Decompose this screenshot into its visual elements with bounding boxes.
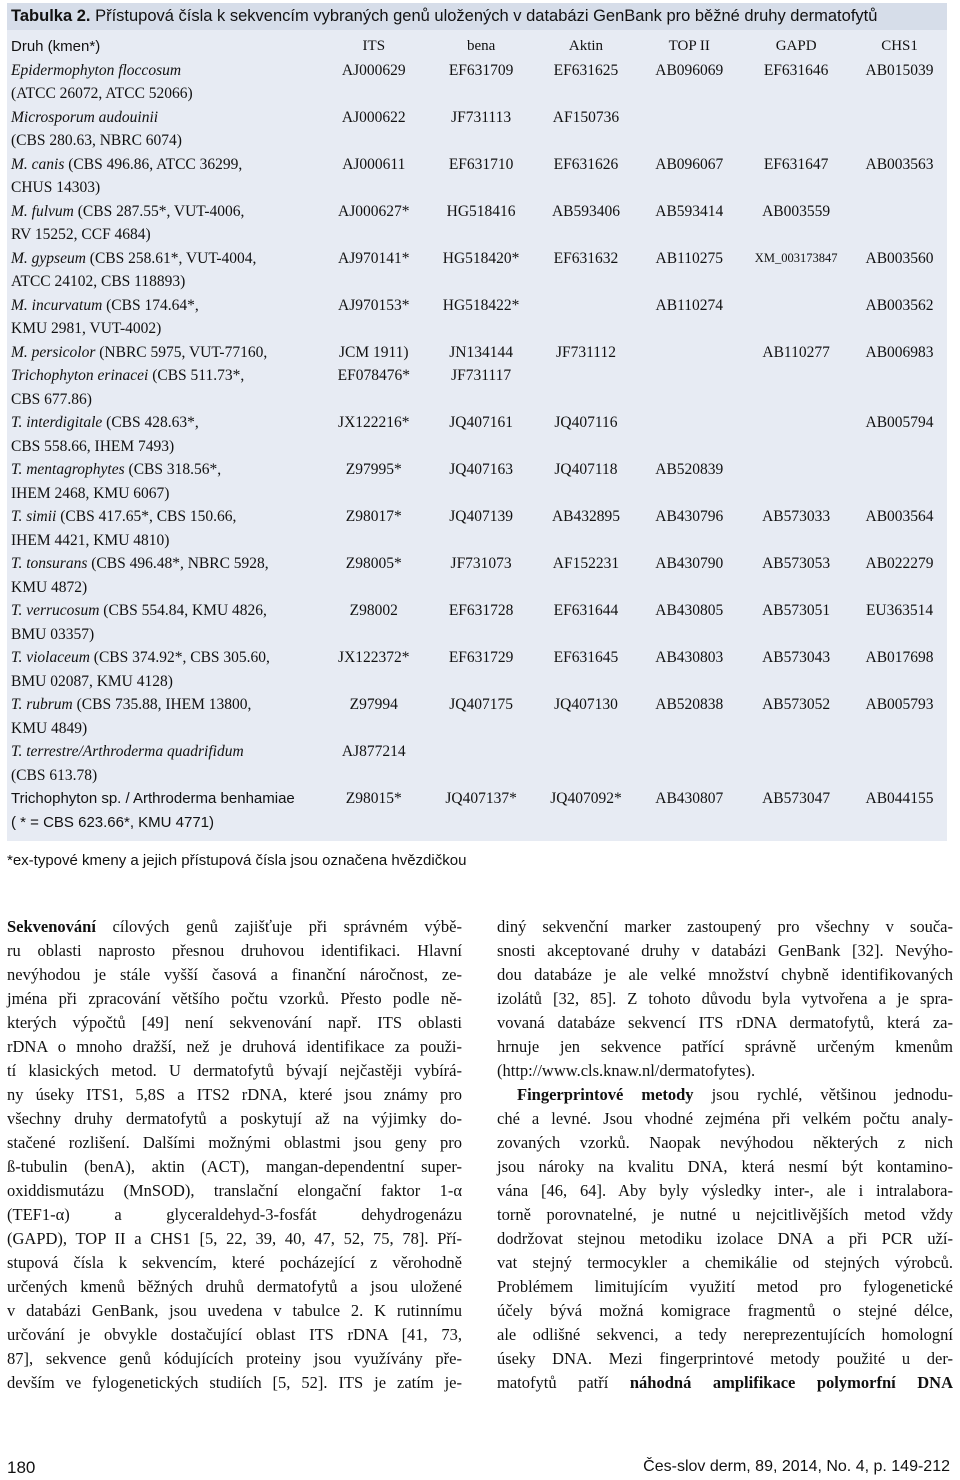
species-name: T. verrucosum (CBS 554.84, KMU 4826, bbox=[11, 602, 267, 619]
text-line: tí klasických metod. U dermatofytů bývají nejčastěji vybírá- bbox=[7, 1061, 462, 1080]
table-row-continuation bbox=[11, 388, 947, 412]
accession-cell: AB520839 bbox=[655, 461, 724, 478]
accession-cell: AB003559 bbox=[762, 202, 831, 220]
accession-cell: AJ000627* bbox=[338, 202, 410, 220]
text-line: diný sekvenční marker zastoupený pro všechny v souča- bbox=[497, 917, 953, 936]
table-row bbox=[11, 364, 947, 388]
text-line: izolátů [32, 85]. Z tohoto důvodu byla vytvořena a je spra- bbox=[497, 989, 953, 1008]
text-line: vána [46, 64]. Aby byly výsledky inter-, ale i intralabora- bbox=[497, 1181, 953, 1200]
accession-cell: Z98005* bbox=[345, 555, 402, 572]
text-line: úseky DNA. Mezi fingerprintové metody použité u der- bbox=[497, 1349, 953, 1368]
accession-cell bbox=[638, 341, 740, 365]
text-line: ß-tubulin (benA), aktin (ACT), mangan-dependentní super- bbox=[7, 1157, 462, 1176]
header-its: ITS bbox=[362, 38, 386, 54]
accession-cell: AJ877214 bbox=[341, 743, 406, 760]
table-container bbox=[7, 30, 947, 841]
accession-cell: JQ407116 bbox=[554, 414, 618, 431]
accession-cell: AB044155 bbox=[865, 790, 934, 807]
header-gapd: GAPD bbox=[775, 38, 817, 54]
accession-cell: AB110277 bbox=[762, 343, 830, 361]
accession-cell bbox=[852, 200, 947, 224]
table-row bbox=[11, 411, 947, 435]
species-name: T. simii (CBS 417.65*, CBS 150.66, bbox=[11, 508, 237, 525]
accession-cell: AB432895 bbox=[551, 508, 620, 525]
text-line: jména při zpracování většího počtu vzorků. Přesto podle ně- bbox=[7, 989, 462, 1008]
table-row-continuation bbox=[11, 270, 947, 294]
accession-table bbox=[11, 35, 947, 834]
text-line: ale odlišné sekvenci, a tedy nereprezentujících homologní bbox=[497, 1325, 953, 1344]
species-name: M. gypseum (CBS 258.61*, VUT-4004, bbox=[11, 249, 257, 267]
species-name: T. mentagrophytes (CBS 318.56*, bbox=[11, 461, 222, 478]
accession-cell bbox=[852, 106, 947, 130]
header-species: Druh (kmen*) bbox=[11, 38, 101, 55]
accession-cell bbox=[638, 740, 740, 764]
text-line: všechny druhy dermatofytů a poskytují až na výjimky do- bbox=[7, 1109, 462, 1128]
accession-cell: AB003560 bbox=[865, 249, 934, 267]
accession-cell: AB005793 bbox=[865, 696, 934, 713]
accession-cell bbox=[638, 411, 740, 435]
accession-cell: JQ407137* bbox=[445, 790, 517, 807]
text-line: Problémem limitujícím využití metod pro fylogenetické bbox=[497, 1277, 953, 1296]
accession-cell: EF631644 bbox=[553, 602, 619, 619]
accession-cell: EF631728 bbox=[448, 602, 514, 619]
accession-cell: AB003563 bbox=[865, 155, 934, 173]
bold-term: Sekvenování bbox=[7, 917, 96, 936]
accession-cell: AB573033 bbox=[762, 508, 831, 525]
species-name: Microsporum audouinii bbox=[11, 108, 159, 126]
strain-list: ATCC 24102, CBS 118893) bbox=[11, 273, 186, 290]
accession-cell bbox=[638, 364, 740, 388]
accession-cell: JQ407118 bbox=[554, 461, 618, 478]
table-row bbox=[11, 200, 947, 224]
table-footnote: *ex-typové kmeny a jejich přístupová čísla jsou označena hvězdičkou bbox=[7, 852, 467, 869]
strain-list: IHEM 2468, KMU 6067) bbox=[11, 484, 170, 502]
strain-list: (CBS 280.63, NBRC 6074) bbox=[11, 132, 182, 149]
text-line: zovaných vzorků. Naopak nevýhodou některých z nich bbox=[497, 1133, 953, 1152]
accession-cell: AB015039 bbox=[865, 61, 934, 79]
table-row-continuation bbox=[11, 670, 947, 694]
accession-cell: AB573053 bbox=[762, 555, 831, 572]
table-row bbox=[11, 294, 947, 318]
table-row-continuation bbox=[11, 811, 947, 835]
text-line: vovaná databáze sekvencí ITS rDNA dermatofytů, která za- bbox=[497, 1013, 953, 1032]
species-name: M. incurvatum (CBS 174.64*, bbox=[11, 296, 199, 314]
accession-cell: JCM 1911) bbox=[338, 343, 409, 361]
accession-cell bbox=[852, 458, 947, 482]
accession-cell bbox=[852, 740, 947, 764]
accession-cell: AB022279 bbox=[865, 555, 934, 572]
accession-cell bbox=[740, 740, 852, 764]
accession-cell: AB573051 bbox=[762, 602, 831, 619]
strain-list: (ATCC 26072, ATCC 52066) bbox=[11, 85, 193, 102]
accession-cell: Z98002 bbox=[349, 602, 398, 619]
table-row-continuation bbox=[11, 176, 947, 200]
accession-cell: EF631710 bbox=[448, 155, 514, 173]
accession-cell: JX122372* bbox=[338, 649, 410, 666]
accession-cell: AB006983 bbox=[865, 343, 934, 361]
accession-cell: JF731073 bbox=[450, 555, 512, 572]
accession-cell: JF731112 bbox=[555, 343, 616, 361]
text-line: stupová čísla k sekvencím, které pocházející z věrohodně bbox=[7, 1253, 462, 1272]
text-line: vat stejný termocykler a chemikálie od stejných výrobců. bbox=[497, 1253, 953, 1272]
table-row-continuation bbox=[11, 482, 947, 506]
left-text-column bbox=[7, 915, 462, 1395]
header-top2: TOP II bbox=[668, 38, 710, 54]
accession-cell: AB003562 bbox=[865, 296, 934, 314]
table-row bbox=[11, 787, 947, 811]
accession-cell: AB017698 bbox=[865, 649, 934, 666]
text-line: ru oblasti naprosto přesnou druhovou identifikaci. Hlavní bbox=[7, 941, 462, 960]
table-row bbox=[11, 341, 947, 365]
text-line: torně porovnatelné, je nutné u nejcitlivějších metod vždy bbox=[497, 1205, 953, 1224]
strain-list: BMU 02087, KMU 4128) bbox=[11, 672, 173, 690]
table-row-continuation bbox=[11, 529, 947, 553]
accession-cell: Z97994 bbox=[349, 696, 398, 713]
table-body bbox=[11, 59, 947, 835]
text-line: devším ve fylogenetických studiích [5, 52]. ITS je zatím je- bbox=[7, 1373, 462, 1392]
table-row bbox=[11, 59, 947, 83]
species-name: T. terrestre/Arthroderma quadrifidum bbox=[11, 743, 244, 760]
accession-cell: EF631625 bbox=[553, 61, 619, 79]
species-name: T. violaceum (CBS 374.92*, CBS 305.60, bbox=[11, 649, 270, 666]
accession-cell: AJ970141* bbox=[338, 249, 410, 267]
species-name: T. tonsurans (CBS 496.48*, NBRC 5928, bbox=[11, 555, 269, 572]
text-line: (TEF1-α) a glyceraldehyd-3-fosfát dehydrogenázu bbox=[7, 1205, 462, 1224]
accession-cell: AB096069 bbox=[655, 61, 724, 79]
accession-cell: Z98015* bbox=[345, 790, 402, 807]
accession-cell bbox=[740, 106, 852, 130]
table-row-continuation bbox=[11, 435, 947, 459]
accession-cell bbox=[429, 740, 534, 764]
text-line: matofytů patří náhodná amplifikace polymorfní DNA bbox=[497, 1373, 953, 1392]
accession-cell: AB520838 bbox=[655, 696, 724, 713]
accession-cell: JX122216* bbox=[338, 414, 410, 431]
text-line: (GAPD), TOP II a CHS1 [5, 22, 39, 40, 47, 52, 75, 78]. Pří- bbox=[7, 1229, 462, 1248]
table-row bbox=[11, 740, 947, 764]
accession-cell: AB110275 bbox=[655, 249, 724, 267]
accession-cell: JQ407092* bbox=[550, 790, 622, 807]
species-name: M. fulvum (CBS 287.55*, VUT-4006, bbox=[11, 202, 245, 220]
table-label: Tabulka 2. bbox=[11, 7, 91, 25]
header-bena: bena bbox=[466, 38, 496, 54]
species-name: T. interdigitale (CBS 428.63*, bbox=[11, 414, 199, 431]
text-line: hrnuje jen sekvence patřící správně určeným kmenům bbox=[497, 1037, 953, 1056]
accession-cell: AJ970153* bbox=[338, 296, 410, 314]
text-line: rDNA o mnoho dražší, než je druhová identifikace za použi- bbox=[7, 1037, 462, 1056]
accession-cell bbox=[740, 364, 852, 388]
strain-list: CHUS 14303) bbox=[11, 179, 101, 196]
right-text-column bbox=[497, 915, 953, 1395]
species-name: Epidermophyton floccosum bbox=[11, 61, 182, 79]
table-row-continuation bbox=[11, 82, 947, 106]
text-line: účely bývá možná komigrace fragmentů o stejné délce, bbox=[497, 1301, 953, 1320]
table-row bbox=[11, 505, 947, 529]
accession-cell: JQ407130 bbox=[554, 696, 618, 713]
accession-cell: AB573043 bbox=[762, 649, 831, 666]
header-aktin: Aktin bbox=[568, 38, 604, 54]
accession-cell: AB110274 bbox=[655, 296, 724, 314]
accession-cell: AB003564 bbox=[865, 508, 934, 525]
table-row bbox=[11, 153, 947, 177]
species-name: Trichophyton erinacei (CBS 511.73*, bbox=[11, 367, 245, 384]
accession-cell: AB430803 bbox=[655, 649, 724, 666]
accession-cell: AB096067 bbox=[655, 155, 724, 173]
table-row-continuation bbox=[11, 717, 947, 741]
accession-cell bbox=[534, 740, 639, 764]
accession-cell: AB593406 bbox=[551, 202, 620, 220]
accession-cell: JQ407161 bbox=[449, 414, 513, 431]
accession-cell bbox=[534, 294, 639, 318]
species-name: M. persicolor (NBRC 5975, VUT-77160, bbox=[11, 343, 268, 361]
strain-list: RV 15252, CCF 4684) bbox=[11, 226, 151, 243]
accession-cell: AF152231 bbox=[552, 555, 620, 572]
table-row bbox=[11, 106, 947, 130]
accession-cell: JN134144 bbox=[449, 343, 513, 361]
table-row bbox=[11, 693, 947, 717]
strain-list: CBS 677.86) bbox=[11, 390, 92, 408]
accession-cell bbox=[534, 364, 639, 388]
text-line: 87], sekvence genů kódujících proteiny jsou využívány pře- bbox=[7, 1349, 462, 1368]
table-row-continuation bbox=[11, 576, 947, 600]
text-line: kterých výpočtů [49] není sekvenování např. ITS oblasti bbox=[7, 1013, 462, 1032]
text-line: ny úseky ITS1, 5,8S a ITS2 rDNA, které jsou známy pro bbox=[7, 1085, 462, 1104]
text-line: určování je obvykle dostačující oblast ITS rDNA [41, 73, bbox=[7, 1325, 462, 1344]
strain-list: BMU 03357) bbox=[11, 625, 95, 643]
accession-cell: JQ407163 bbox=[449, 461, 513, 478]
text-line: oxiddismutázu (MnSOD), translační elongační faktor 1-α bbox=[7, 1181, 462, 1200]
text-line: ché a levné. Jsou vhodné zejména při velkém počtu analy- bbox=[497, 1109, 953, 1128]
accession-cell: AJ000611 bbox=[342, 155, 406, 173]
table-header-row bbox=[11, 35, 947, 59]
journal-reference: Čes-slov derm, 89, 2014, No. 4, p. 149-212 bbox=[643, 1458, 950, 1475]
accession-cell: HG518420* bbox=[442, 249, 520, 267]
accession-cell bbox=[740, 294, 852, 318]
species-name: Trichophyton sp. / Arthroderma benhamiae bbox=[11, 790, 295, 807]
accession-cell: AB430807 bbox=[655, 790, 724, 807]
page-number: 180 bbox=[7, 1458, 36, 1477]
accession-cell: JQ407175 bbox=[449, 696, 513, 713]
species-name: T. rubrum (CBS 735.88, IHEM 13800, bbox=[11, 696, 252, 713]
bold-term: Fingerprintové metody bbox=[517, 1085, 694, 1104]
accession-cell: AF150736 bbox=[552, 108, 620, 126]
accession-cell: EF631709 bbox=[448, 61, 514, 79]
accession-cell: Z97995* bbox=[345, 461, 402, 478]
accession-cell: EU363514 bbox=[865, 602, 934, 619]
accession-cell: EF631646 bbox=[763, 61, 829, 79]
table-row-continuation bbox=[11, 223, 947, 247]
text-line: snosti akceptované druhy v databázi GenBank [32]. Nevýho- bbox=[497, 941, 953, 960]
accession-cell: XM_003173847 bbox=[754, 250, 838, 265]
strain-list: IHEM 4421, KMU 4810) bbox=[11, 531, 170, 549]
text-line: dodržovat stejnou metodiku izolace DNA a při PCR uží- bbox=[497, 1229, 953, 1248]
text-line: Sekvenování cílových genů zajišťuje při správném výbě- bbox=[7, 917, 462, 936]
accession-cell: AB005794 bbox=[865, 414, 934, 431]
table-row bbox=[11, 646, 947, 670]
accession-cell: AJ000629 bbox=[341, 61, 406, 79]
table-row bbox=[11, 458, 947, 482]
strain-list: CBS 558.66, IHEM 7493) bbox=[11, 437, 175, 455]
accession-cell bbox=[852, 364, 947, 388]
text-line: dou databáze je ale velké množství chybně identifikovaných bbox=[497, 965, 953, 984]
accession-cell: EF631647 bbox=[763, 155, 829, 173]
accession-cell: EF631626 bbox=[553, 155, 619, 173]
strain-list: KMU 4849) bbox=[11, 719, 88, 737]
table-caption: Přístupová čísla k sekvencím vybraných genů uložených v databázi GenBank pro běžné druhy dermatofytů bbox=[90, 7, 878, 25]
table-row-continuation bbox=[11, 764, 947, 788]
table-row bbox=[11, 552, 947, 576]
text-line: nevýhodou je stále vyšší časová a finanční náročnost, ze- bbox=[7, 965, 462, 984]
accession-cell: AJ000622 bbox=[341, 108, 406, 126]
accession-cell: JQ407139 bbox=[449, 508, 513, 525]
text-line: (http://www.cls.knaw.nl/dermatofytes). bbox=[497, 1061, 756, 1080]
accession-cell bbox=[740, 411, 852, 435]
accession-cell: HG518422* bbox=[442, 296, 520, 314]
accession-cell: AB430790 bbox=[655, 555, 724, 572]
accession-cell: AB430805 bbox=[655, 602, 724, 619]
table-row bbox=[11, 247, 947, 271]
table-row-continuation bbox=[11, 129, 947, 153]
table-title bbox=[7, 3, 947, 30]
strain-list: ( * = CBS 623.66*, KMU 4771) bbox=[11, 813, 215, 831]
text-line: v databázi GenBank, jsou uvedena v tabulce 2. K rutinnímu bbox=[7, 1301, 462, 1320]
accession-cell: AB573047 bbox=[762, 790, 831, 807]
text-line: Fingerprintové metody jsou rychlé, většinou jednodu- bbox=[517, 1085, 953, 1104]
accession-cell: AB593414 bbox=[655, 202, 724, 220]
species-name: M. canis (CBS 496.86, ATCC 36299, bbox=[11, 155, 243, 173]
accession-cell: JF731113 bbox=[451, 108, 512, 126]
strain-list: KMU 4872) bbox=[11, 578, 88, 596]
accession-cell: EF631645 bbox=[553, 649, 619, 666]
accession-cell: JF731117 bbox=[451, 367, 512, 384]
accession-cell: AB430796 bbox=[655, 508, 724, 525]
accession-cell: Z98017* bbox=[345, 508, 402, 525]
accession-cell: AB573052 bbox=[762, 696, 831, 713]
header-chs1: CHS1 bbox=[881, 38, 918, 54]
strain-list: KMU 2981, VUT-4002) bbox=[11, 320, 162, 337]
bold-term: náhodná amplifikace polymorfní DNA bbox=[629, 1373, 953, 1392]
accession-cell: EF631729 bbox=[448, 649, 514, 666]
text-line: určených kmenů běžných druhů dermatofytů a jsou uložené bbox=[7, 1277, 462, 1296]
accession-cell: EF078476* bbox=[337, 367, 410, 384]
accession-cell bbox=[740, 458, 852, 482]
text-line: stačené rozlišení. Dalšími možnými oblastmi jsou geny pro bbox=[7, 1133, 462, 1152]
table-row bbox=[11, 599, 947, 623]
accession-cell: EF631632 bbox=[553, 249, 619, 267]
table-row-continuation bbox=[11, 317, 947, 341]
strain-list: (CBS 613.78) bbox=[11, 766, 98, 784]
table-row-continuation bbox=[11, 623, 947, 647]
accession-cell bbox=[638, 106, 740, 130]
accession-cell: HG518416 bbox=[446, 202, 516, 220]
text-line: jsou nároky na kvalitu DNA, která nesmí být kontamino- bbox=[497, 1157, 953, 1176]
